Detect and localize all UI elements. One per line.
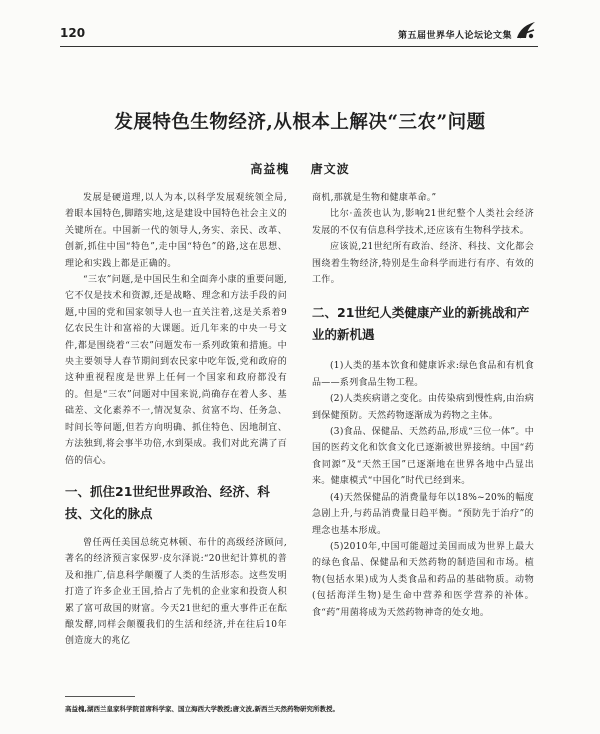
author-line [60, 160, 540, 177]
section-heading: 一、抓住21世纪世界政治、经济、科技、文化的脉点 [65, 483, 270, 521]
paragraph: 商机,那就是生物和健康革命。” [312, 193, 437, 203]
paragraph: 比尔·盖茨也认为,影响21世纪整个人类社会经济发展的不仅有信息科学技术,还应该有生物科学技术。 [312, 209, 534, 236]
conference-logo-icon [514, 18, 538, 42]
running-header [60, 24, 538, 47]
footnote-divider [65, 696, 135, 697]
list-item: (5)2010年,中国可能超过美国而成为世界上最大的绿色食品、保健品和天然药物的制造国和市场。植物(包括水果)成为人类食品和药品的基础物质。动物(包括海洋生物)是生命中营养和医学营养的补体。食“药”用菌将成为天然药物神奇的处女地。 [312, 541, 534, 618]
journal-title: 第五届世界华人论坛论文集 [397, 31, 512, 41]
article-title: 发展特色生物经济,从根本上解决“三农”问题 [114, 112, 486, 133]
author-name: 高益槐 [250, 162, 290, 176]
page-number: 120 [60, 26, 86, 40]
list-item: (3)食品、保健品、天然药品,形成“三位一体”。中国的医药文化和饮食文化已逐渐被世界接纳。中国“药食同源”及“天然王国”已逐渐地在世界各地中凸显出来。健康模式“中国化”时代已经到来。 [312, 427, 534, 487]
list-item: (1)人类的基本饮食和健康诉求:绿色食品和有机食品——系列食品生物工程。 [312, 361, 534, 388]
left-column [65, 190, 287, 650]
list-item: (2)人类疾病谱之变化。由传染病到慢性病,由治病到保健预防。天然药物逐渐成为药物之主体。 [312, 394, 534, 421]
list-item: (4)天然保健品的消费量每年以18%~20%的幅度急剧上升,与药品消费量日趋平衡。“预防先于治疗”的理念也基本形成。 [312, 492, 534, 536]
author-footnote: 高益槐,湖西兰皇家科学院首席科学家、国立海西大学教授;唐文波,新西兰天然药物研究所教授。 [65, 705, 340, 713]
author-name: 唐文波 [310, 162, 350, 176]
paragraph: 发展是硬道理,以人为本,以科学发展观统领全局,着眼本国特色,脚踏实地,这是建设中国特色社会主义的关键所在。中国新一代的领导人,务实、亲民、改革、创新,抓住中国“特色”,走中国“特色”的路,这在思想、理论和实践上都是正确的。 [65, 193, 287, 269]
paragraph: 曾任两任美国总统克林顿、布什的高级经济顾问,著名的经济预言家保罗·皮尔泽说:“20世纪计算机的普及和推广,信息科学颠覆了人类的生活形态。这些发明打造了许多企业王国,拾占了先机的企业家和投资人积累了富可敌国的财富。今天21世纪的重大事件正在酝酿发酵,同样会颠覆我们的生活和经济,并在往后10年创造庞大的兆亿 [65, 537, 287, 647]
right-column [312, 190, 534, 621]
paragraph: “三农”问题,是中国民生和全面奔小康的重要问题,它不仅是技术和资源,还是战略、理念和方法手段的问题,中国的党和国家领导人也一直关注着,这是关系着9亿农民生计和富裕的大课题。近几年来的中央一号文件,都是围绕着“三农”问题发布一系列政策和措施。中央主要领导人春节期间到农民家中吃年饭,党和政府的这种重视程度是世界上任何一个国家和政府都没有的。但是“三农”问题对中国来说,尚确存在着人多、基础差、文化素养不一,情况复杂、贫富不均、任务急、时间长等问题,但若方向明确、抓住特色、因地制宜、方法独到,将会事半功倍,水到渠成。我们对此充满了百倍的信心。 [65, 275, 287, 466]
paragraph: 应该说,21世纪所有政治、经济、科技、文化都会围绕着生物经济,特别是生命科学而进行有序、有效的工作。 [312, 242, 534, 286]
section-heading: 二、21世纪人类健康产业的新挑战和产业的新机遇 [312, 305, 530, 343]
